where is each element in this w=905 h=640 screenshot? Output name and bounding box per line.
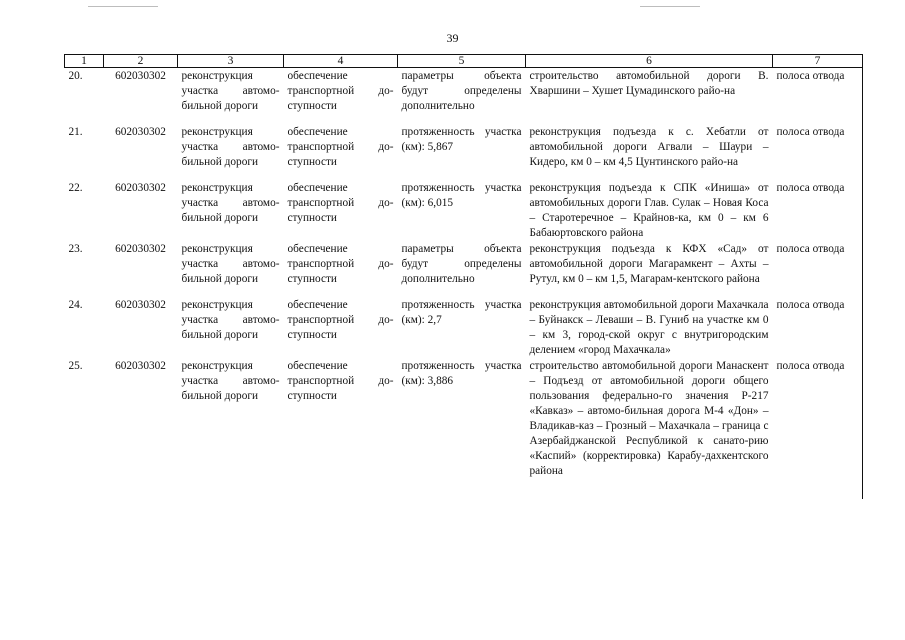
object-code: 602030302 <box>115 70 166 82</box>
object-action: реконструкция участка автомо-бильной дороги <box>181 70 280 112</box>
object-code: 602030302 <box>115 299 166 311</box>
object-zone: полоса отвода <box>773 180 863 241</box>
object-parameters: протяженность участка (км): 3,886 <box>401 360 522 387</box>
object-parameters: параметры объекта будут определены дополнительно <box>401 70 522 112</box>
object-description: реконструкция подъезда к с. Хебатли от автомобильной дороги Агвали – Шаури – Кидеро, км 0 – км 4,5 Цунтинского райо-на <box>529 126 769 168</box>
table-header-row <box>65 55 863 68</box>
object-zone: полоса отвода <box>773 124 863 180</box>
table-row <box>65 68 863 125</box>
column-header: 2 <box>104 55 178 68</box>
column-header: 6 <box>526 55 773 68</box>
document-table <box>64 54 863 499</box>
object-description: строительство автомобильной дороги Манаскент – Подъезд от автомобильной дороги общего пользования федерально-го значения Р-217 «Кавказ» – автомо-бильная дорога М-4 «Дон» – Владикав-каз – Грозный – Махачкала – граница с Азербайджанской Республикой к санато-рию «Каспий» (корректировка) Карабу-дахкентского района <box>529 360 769 477</box>
column-header: 7 <box>773 55 863 68</box>
row-number: 20. <box>68 70 83 82</box>
row-number: 24. <box>68 299 83 311</box>
column-header: 3 <box>178 55 284 68</box>
object-action: реконструкция участка автомо-бильной дороги <box>181 243 280 285</box>
column-header: 1 <box>65 55 104 68</box>
row-number: 22. <box>68 182 83 194</box>
object-description: реконструкция подъезда к СПК «Иниша» от автомобильных дороги Глав. Сулак – Новая Коса – Старотеречное – Крайнов-ка, км 0 – км 6 Бабаюртовского района <box>529 182 769 239</box>
row-number: 21. <box>68 126 83 138</box>
object-parameters: протяженность участка (км): 2,7 <box>401 299 522 326</box>
object-code: 602030302 <box>115 182 166 194</box>
object-description: строительство автомобильной дороги В. Хваршини – Хушет Цумадинского райо-на <box>529 70 769 97</box>
object-zone: полоса отвода <box>773 241 863 297</box>
object-code: 602030302 <box>115 243 166 255</box>
column-header: 5 <box>398 55 526 68</box>
object-parameters: параметры объекта будут определены дополнительно <box>401 243 522 285</box>
row-number: 25. <box>68 360 83 372</box>
object-purpose: обеспечение транспортной до-ступности <box>287 299 394 341</box>
object-purpose: обеспечение транспортной до-ступности <box>287 126 394 168</box>
table-row <box>65 124 863 180</box>
object-purpose: обеспечение транспортной до-ступности <box>287 182 394 224</box>
object-parameters: протяженность участка (км): 6,015 <box>401 182 522 209</box>
row-number: 23. <box>68 243 83 255</box>
table-row <box>65 297 863 358</box>
object-action: реконструкция участка автомо-бильной дороги <box>181 360 280 402</box>
object-description: реконструкция подъезда к КФХ «Сад» от автомобильной дороги Магарамкент – Ахты – Рутул, км 0 – км 1,5, Магарам-кентского района <box>529 243 769 285</box>
page-number: 39 <box>446 31 459 45</box>
object-action: реконструкция участка автомо-бильной дороги <box>181 299 280 341</box>
scan-top-mark-right <box>640 6 700 7</box>
table-row <box>65 241 863 297</box>
object-purpose: обеспечение транспортной до-ступности <box>287 70 394 112</box>
object-action: реконструкция участка автомо-бильной дороги <box>181 182 280 224</box>
object-code: 602030302 <box>115 126 166 138</box>
table-row <box>65 180 863 241</box>
object-purpose: обеспечение транспортной до-ступности <box>287 243 394 285</box>
object-code: 602030302 <box>115 360 166 372</box>
object-description: реконструкция автомобильной дороги Махачкала – Буйнакск – Леваши – В. Гуниб на участке км 0 – км 3, город-ской округ с внутригородским делением «город Махачкала» <box>529 299 769 356</box>
scan-top-mark-left <box>88 6 158 7</box>
object-parameters: протяженность участка (км): 5,867 <box>401 126 522 153</box>
object-zone: полоса отвода <box>773 68 863 125</box>
object-zone: полоса отвода <box>773 358 863 499</box>
column-header: 4 <box>284 55 398 68</box>
table-row <box>65 358 863 499</box>
object-purpose: обеспечение транспортной до-ступности <box>287 360 394 402</box>
object-zone: полоса отвода <box>773 297 863 358</box>
object-action: реконструкция участка автомо-бильной дороги <box>181 126 280 168</box>
